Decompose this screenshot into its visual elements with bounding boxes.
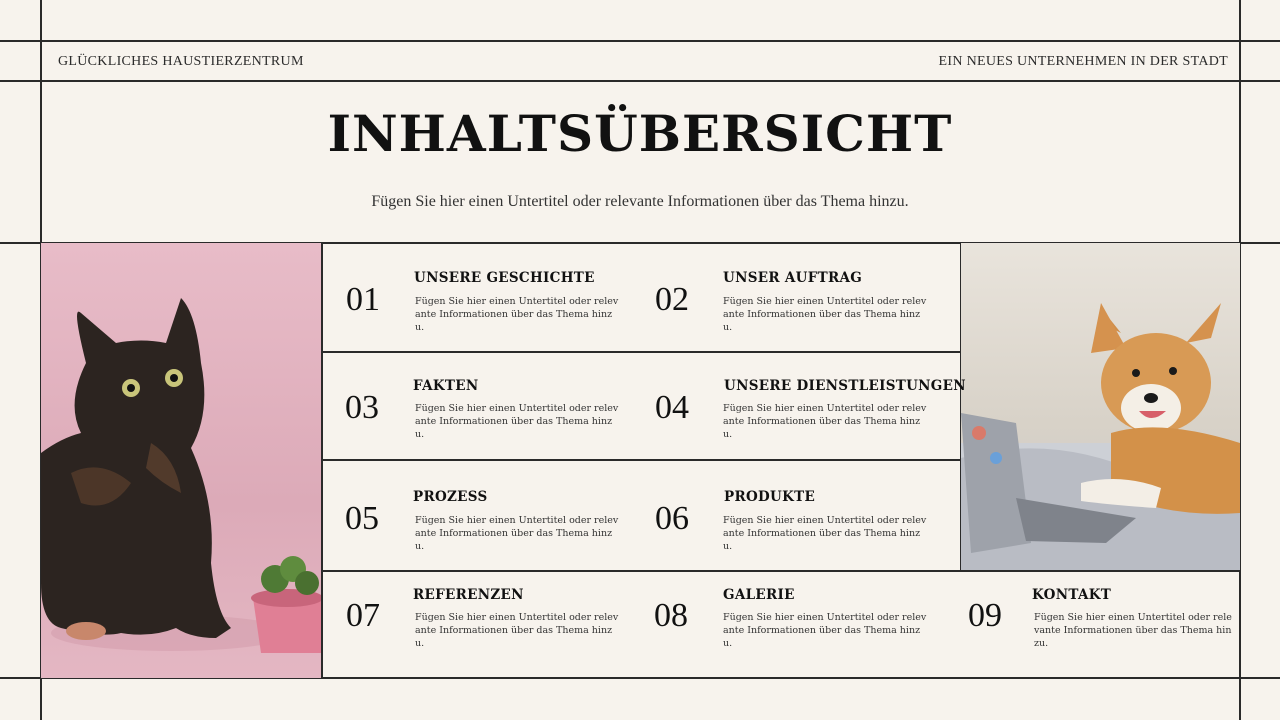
item-description: Fügen Sie hier einen Untertitel oder relevante Informationen über das Thema hinzu.	[723, 515, 927, 552]
item-number: 07	[346, 597, 380, 634]
cat-photo	[41, 243, 321, 678]
item-title: UNSERE DIENSTLEISTUNGEN	[724, 378, 966, 394]
grid-line	[321, 351, 961, 353]
item-number: 05	[345, 500, 379, 537]
item-title: REFERENZEN	[413, 587, 524, 603]
item-number: 06	[655, 500, 689, 537]
item-number: 08	[654, 597, 688, 634]
grid-line	[321, 459, 961, 461]
item-number: 04	[655, 389, 689, 426]
item-description: Fügen Sie hier einen Untertitel oder relevante Informationen über das Thema hinzu.	[723, 403, 927, 440]
item-title: KONTAKT	[1032, 587, 1112, 603]
item-description: Fügen Sie hier einen Untertitel oder relevante Informationen über das Thema hinzu.	[415, 403, 619, 440]
item-title: PROZESS	[413, 489, 488, 505]
item-description: Fügen Sie hier einen Untertitel oder relevante Informationen über das Thema hinzu.	[723, 296, 927, 333]
item-description: Fügen Sie hier einen Untertitel oder relevante Informationen über das Thema hinzu.	[723, 612, 927, 649]
grid-line	[321, 242, 323, 678]
item-title: GALERIE	[723, 587, 795, 603]
item-title: PRODUKTE	[724, 489, 816, 505]
header-tagline: EIN NEUES UNTERNEHMEN IN DER STADT	[938, 54, 1228, 69]
item-number: 01	[346, 281, 380, 318]
item-description: Fügen Sie hier einen Untertitel oder relevante Informationen über das Thema hinzu.	[1034, 612, 1232, 649]
item-title: UNSERE GESCHICHTE	[414, 270, 595, 286]
grid-line	[0, 80, 1280, 82]
item-title: FAKTEN	[413, 378, 479, 394]
item-description: Fügen Sie hier einen Untertitel oder relevante Informationen über das Thema hinzu.	[415, 515, 619, 552]
page-subtitle: Fügen Sie hier einen Untertitel oder relevante Informationen über das Thema hinzu.	[371, 193, 909, 210]
item-description: Fügen Sie hier einen Untertitel oder relevante Informationen über das Thema hinzu.	[415, 612, 619, 649]
item-title: UNSER AUFTRAG	[723, 270, 863, 286]
item-number: 03	[345, 389, 379, 426]
page-title: INHALTSÜBERSICHT	[327, 104, 953, 163]
grid-line	[321, 570, 1240, 572]
header-brand: GLÜCKLICHES HAUSTIERZENTRUM	[58, 54, 304, 69]
item-number: 09	[968, 597, 1002, 634]
grid-line	[0, 40, 1280, 42]
dog-photo	[961, 243, 1240, 570]
item-description: Fügen Sie hier einen Untertitel oder relevante Informationen über das Thema hinzu.	[415, 296, 619, 333]
item-number: 02	[655, 281, 689, 318]
